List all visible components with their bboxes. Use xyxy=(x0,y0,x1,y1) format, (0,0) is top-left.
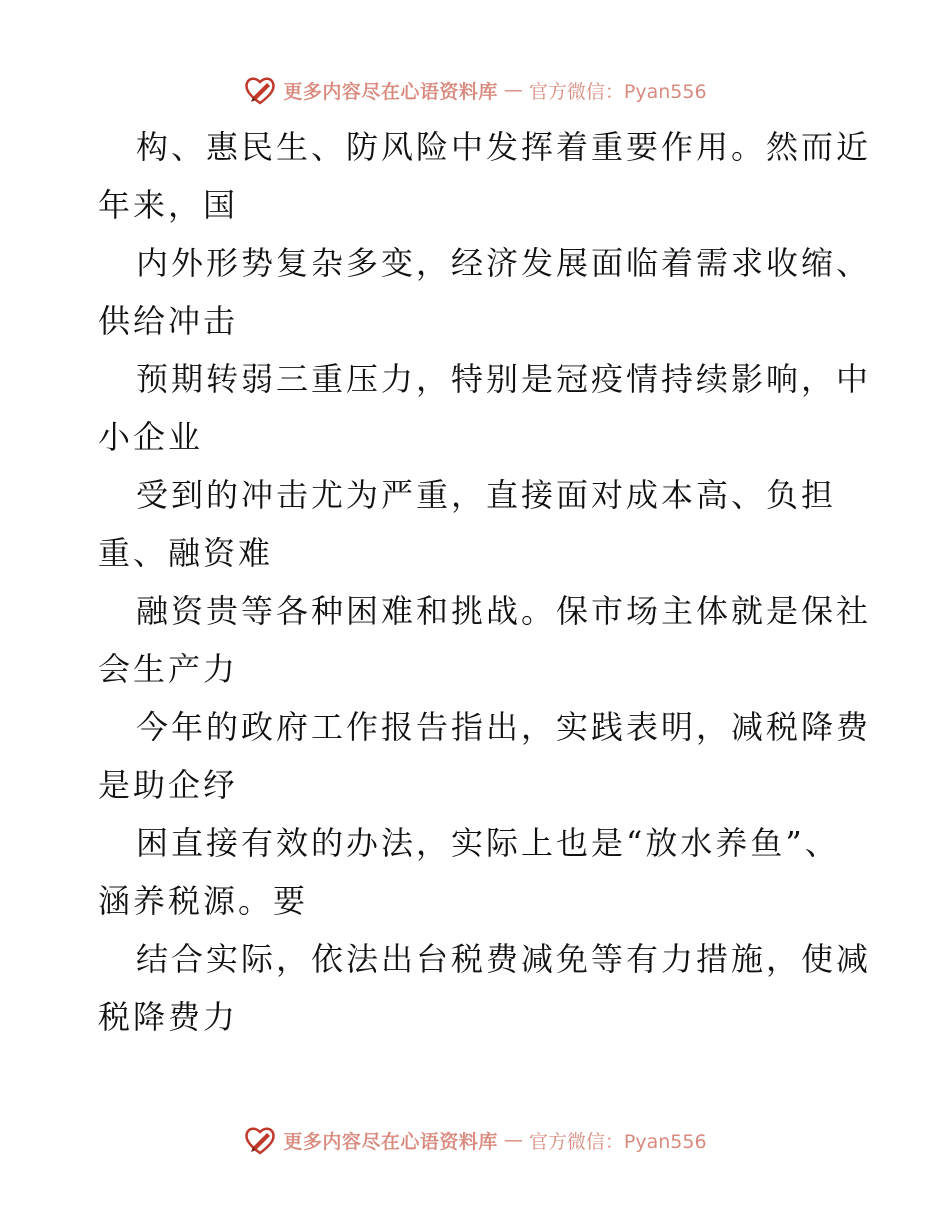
text-line: 结合实际，依法出台税费减免等有力措施，使减 xyxy=(136,940,872,978)
text-line: 预期转弱三重压力，特别是冠疫情持续影响，中 xyxy=(136,360,872,398)
watermark-contact: 官方微信：Pyan556 xyxy=(528,1130,707,1153)
footer-watermark xyxy=(0,1122,950,1158)
text-line: 会生产力 xyxy=(98,650,239,688)
text-line: 重、融资难 xyxy=(98,534,274,572)
heart-pen-logo-icon xyxy=(243,73,277,107)
text-line: 涵养税源。要 xyxy=(98,882,309,920)
watermark-brand: 更多内容尽在心语资料库 xyxy=(283,1130,498,1153)
watermark-contact: 官方微信：Pyan556 xyxy=(528,80,707,103)
document-body xyxy=(98,118,872,1046)
text-line: 是助企纾 xyxy=(98,766,239,804)
text-line: 供给冲击 xyxy=(98,302,239,340)
watermark-brand: 更多内容尽在心语资料库 xyxy=(283,80,498,103)
text-line: 税降费力 xyxy=(98,998,239,1036)
text-line: 内外形势复杂多变，经济发展面临着需求收缩、 xyxy=(136,244,872,282)
text-line: 融资贵等各种困难和挑战。保市场主体就是保社 xyxy=(136,592,872,630)
text-line: 小企业 xyxy=(98,418,204,456)
watermark-separator: — xyxy=(503,1129,523,1151)
text-line: 今年的政府工作报告指出，实践表明，减税降费 xyxy=(136,708,872,746)
text-line: 年来，国 xyxy=(98,186,239,224)
heart-pen-logo-icon xyxy=(243,1123,277,1157)
text-line: 困直接有效的办法，实际上也是“放水养鱼”、 xyxy=(136,824,840,862)
header-watermark xyxy=(0,72,950,108)
text-line: 受到的冲击尤为严重，直接面对成本高、负担 xyxy=(136,476,837,514)
text-line: 构、惠民生、防风险中发挥着重要作用。然而近 xyxy=(136,128,872,166)
watermark-separator: — xyxy=(503,79,523,101)
